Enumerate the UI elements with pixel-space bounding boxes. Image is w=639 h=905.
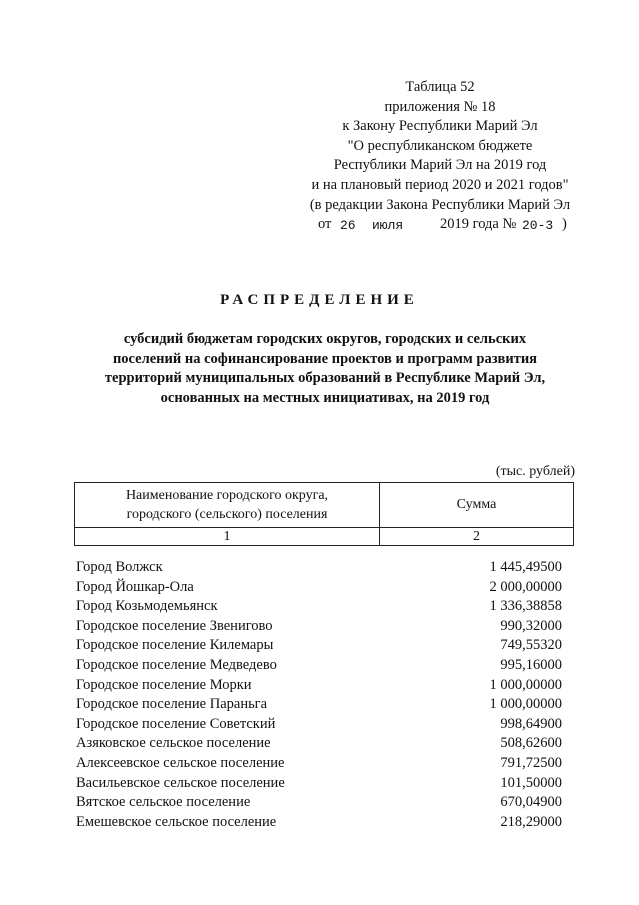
municipality-name: Городское поселение Параньга [76,696,268,713]
municipality-name: Городское поселение Медведево [76,656,277,673]
table-row [76,656,562,676]
appendix-header [300,78,580,235]
municipality-name: Алексеевское сельское поселение [76,754,285,771]
table-row [76,636,562,656]
column-number: 1 [75,528,380,546]
subsidy-amount: 101,50000 [500,774,562,791]
column-header-amount: Сумма [380,483,574,528]
subtitle-line: поселений на софинансирование проектов и программ развития [112,350,538,367]
municipality-name: Город Козьмодемьянск [76,598,218,615]
municipality-name: Городское поселение Советский [76,715,276,732]
column-number: 2 [380,528,574,546]
table-row [76,578,562,598]
column-header-name [75,483,380,528]
table-row [76,813,562,833]
table-header [74,482,574,546]
date-year: 2019 года № [440,216,517,233]
municipality-name: Вятское сельское поселение [76,794,251,811]
subsidy-amount: 998,64900 [500,715,562,732]
table-row [76,774,562,794]
column-header-line: городского (сельского) поселения [126,507,328,522]
subsidy-amount: 1 000,00000 [489,676,562,693]
law-number: 20-3 [522,218,554,234]
date-day: 26 [340,218,356,234]
date-month: июля [372,218,404,234]
units-label: (тыс. рублей) [495,464,575,479]
date-suffix: ) [562,216,567,233]
subtitle-line: субсидий бюджетам городских округов, городских и сельских [123,331,527,347]
subsidy-amount: 1 000,00000 [489,696,562,713]
header-line: Республики Марий Эл на 2019 год [333,157,547,174]
municipality-name: Город Йошкар-Ола [76,578,194,595]
header-line: к Закону Республики Марий Эл [342,118,538,135]
table-row [76,734,562,754]
subsidy-amount: 995,16000 [500,656,562,673]
column-header-line: Наименование городского округа, [125,488,329,503]
subtitle-line: основанных на местных инициативах, на 2019 год [160,389,490,406]
municipality-name: Городское поселение Килемары [76,637,274,654]
municipality-name: Город Волжск [76,559,163,575]
header-line: и на плановый период 2020 и 2021 годов" [311,176,569,193]
header-line: приложения № 18 [384,98,496,115]
subsidy-amount: 1 336,38858 [489,598,562,615]
subsidy-amount: 670,04900 [500,794,562,811]
municipality-name: Васильевское сельское поселение [76,774,285,791]
subsidy-amount: 1 445,49500 [489,559,562,575]
subsidy-amount: 749,55320 [500,637,562,654]
document-title: РАСПРЕДЕЛЕНИЕ [220,292,419,308]
municipality-name: Емешевское сельское поселение [76,813,277,830]
table-row [76,754,562,774]
municipality-name: Городское поселение Звенигово [76,617,273,634]
table-row [76,793,562,813]
date-prefix: от [318,216,332,233]
table-row [76,617,562,637]
subsidy-amount: 2 000,00000 [489,578,562,595]
municipality-name: Городское поселение Морки [76,676,252,693]
municipality-name: Азяковское сельское поселение [76,735,271,752]
table-row [76,558,562,578]
amendment-date-line [300,215,580,235]
subsidy-amount: 791,72500 [500,754,562,771]
table-row [76,715,562,735]
header-line: Таблица 52 [405,79,475,95]
subsidy-amount: 990,32000 [500,617,562,634]
table-row [76,695,562,715]
subsidy-amount: 218,29000 [500,813,562,830]
table-row [76,676,562,696]
table-row [76,597,562,617]
header-line: (в редакции Закона Республики Марий Эл [309,196,571,213]
document-subtitle [80,330,570,408]
subtitle-line: территорий муниципальных образований в Республике Марий Эл, [104,370,546,386]
subsidy-amount: 508,62600 [500,735,562,752]
header-line: "О республиканском бюджете [347,137,533,154]
table-body [76,558,562,832]
